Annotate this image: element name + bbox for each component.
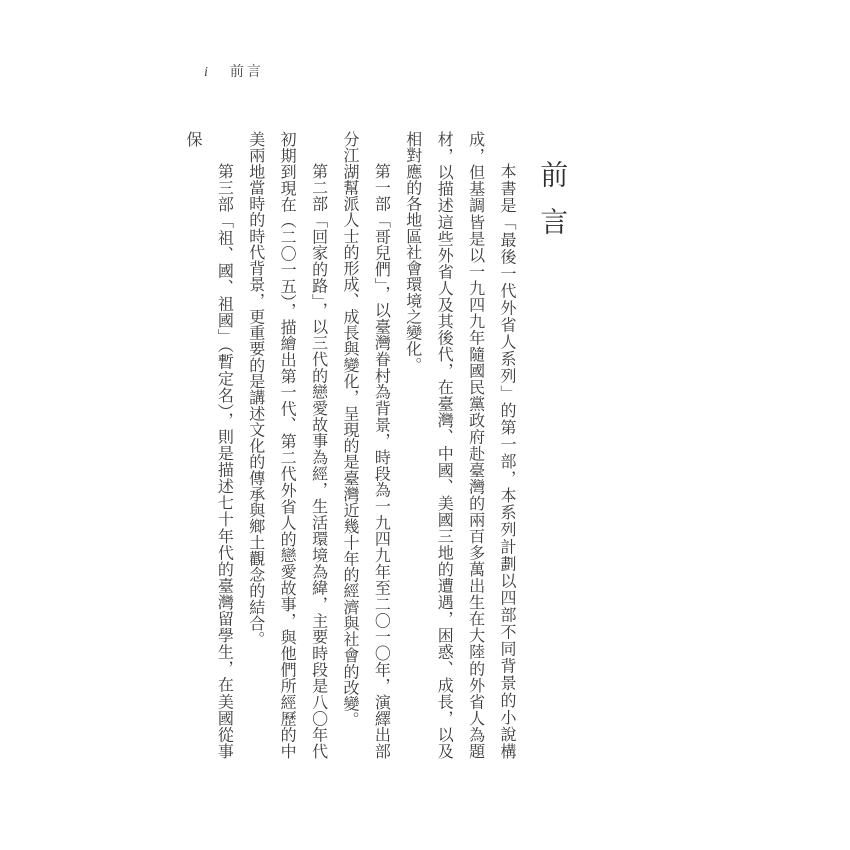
paragraph-1: 本書是「最後一代外省人系列」的第一部，本系列計劃以四部不同背景的小說構成，但基調皆是以一九四九年隨國民黨政府赴臺灣的兩百多萬出生在大陸的外省人為題材，以描述這些外省人及其後代，在臺灣、中國、美國三地的遭遇，困惑、成長，以及相對應的各地區社會環境之變化。	[403, 131, 515, 759]
page-number: i	[204, 65, 209, 80]
paragraph-2: 第一部「哥兒們」，以臺灣眷村為背景，時段為一九四九年至二〇一〇年，演繹出部分江湖幫派人士的形成、成長與變化，呈現的是臺灣近幾十年的經濟與社會的改變。	[340, 131, 390, 759]
running-head-section-label: 前言	[229, 65, 264, 80]
paragraph-3: 第二部「回家的路」，以三代的戀愛故事為經，生活環境為緯，主要時段是八〇年代初期到現在（二〇一五），描繪出第一代、第二代外省人的戀愛故事，與他們所經歷的中美兩地當時的時代背景，更重要的是講述文化的傳承與鄉土觀念的結合。	[246, 131, 327, 759]
paragraph-4: 第三部「祖、國、祖國」（暫定名），則是描述七十年代的臺灣留學生，在美國從事保	[183, 131, 233, 759]
preface-body	[183, 131, 522, 759]
running-head	[204, 61, 264, 81]
chapter-title: 前言	[536, 160, 568, 255]
